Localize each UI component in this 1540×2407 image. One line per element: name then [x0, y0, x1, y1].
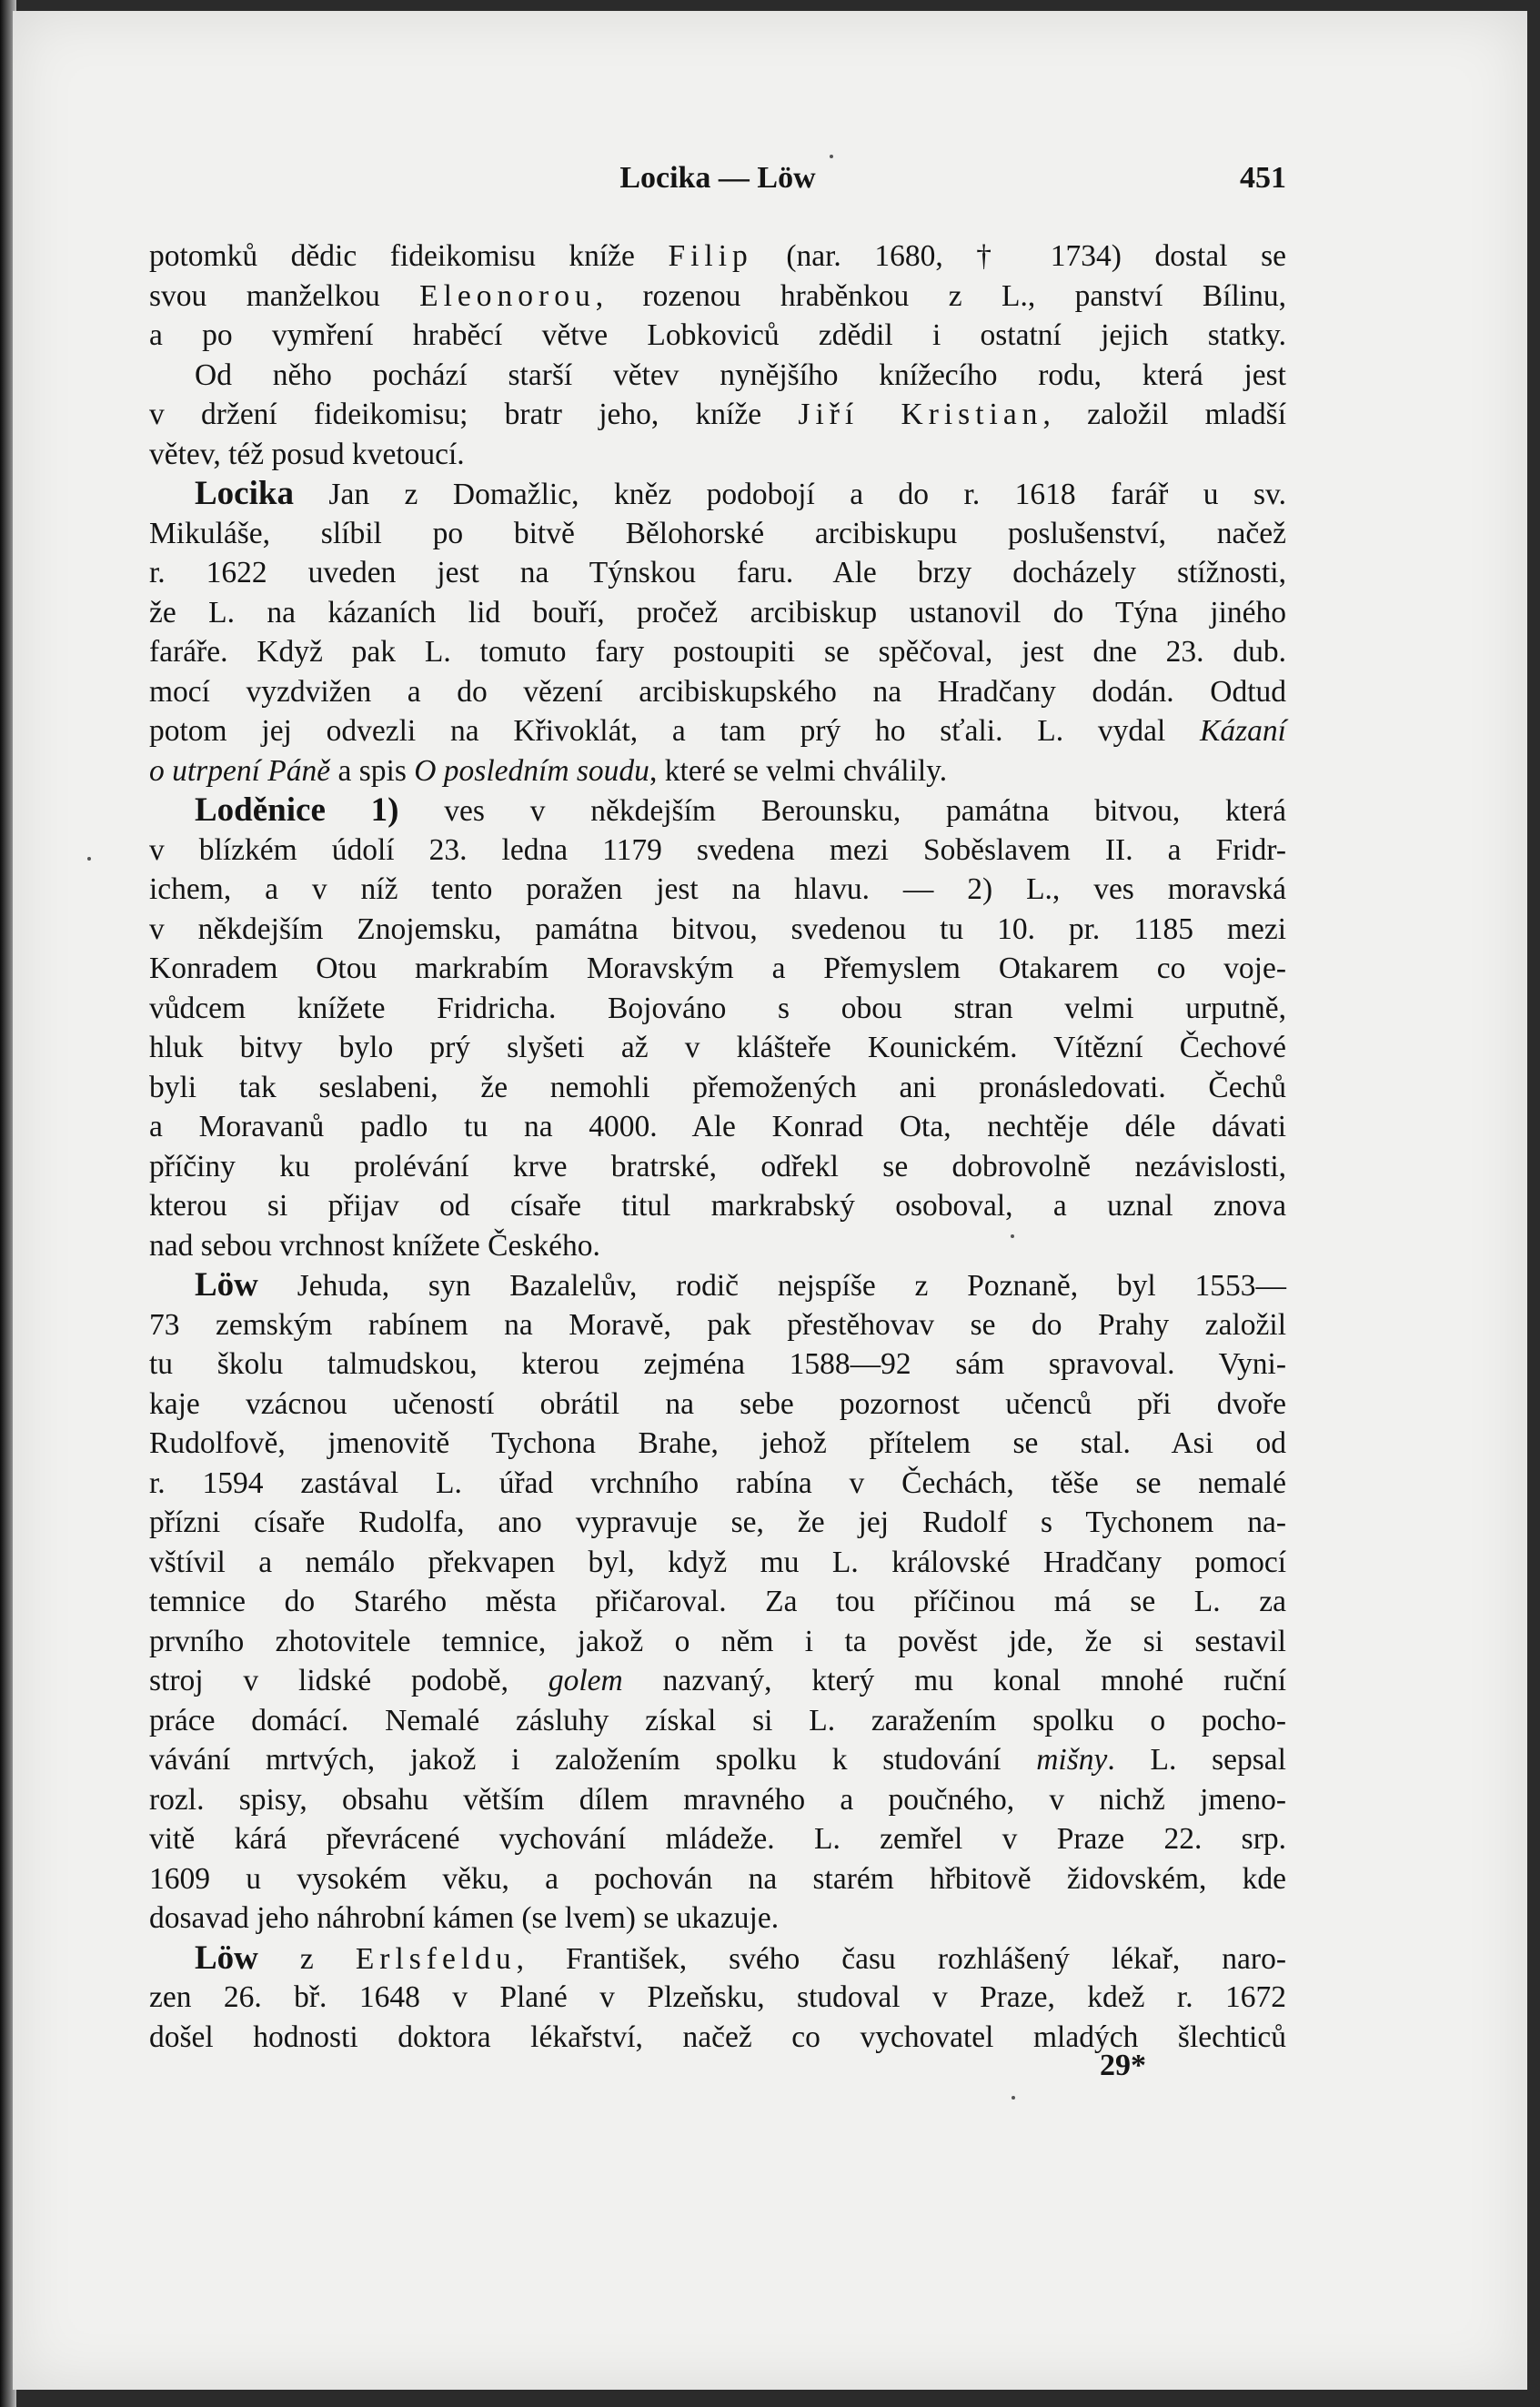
- text-run: 1609 u vysokém věku, a pochován na starém hřbitově židovském, kde: [149, 1861, 1286, 1896]
- text-run: nazvaný, který mu konal mnohé ruční: [622, 1664, 1286, 1697]
- text-run: 73 zemským rabínem na Moravě, pak přestěhovav se do Prahy založil: [149, 1307, 1286, 1342]
- text-run: ves v někdejším Berounsku, památna bitvou, která: [398, 794, 1287, 828]
- text-run: zen 26. bř. 1648 v Plané v Plzeňsku, studoval v Praze, kdež r. 1672: [149, 1980, 1286, 2014]
- text-line: [149, 751, 1286, 791]
- text-run: vitě kárá převrácené vychování mládeže. L. zemřel v Praze 22. srp.: [149, 1822, 1286, 1856]
- text-run: Konradem Otou markrabím Moravským a Přemyslem Otakarem co voje-: [149, 952, 1286, 985]
- text-line: [149, 1385, 1286, 1425]
- text-line: [149, 277, 1286, 317]
- text-line: [149, 435, 1286, 475]
- text-line: [149, 711, 1286, 751]
- text-line: [149, 1028, 1286, 1068]
- text-run: došel hodnosti doktora lékařství, načež co vychovatel mladých šlechticů: [149, 2019, 1286, 2054]
- text-line: [149, 910, 1286, 950]
- text-line: [149, 1068, 1286, 1108]
- text-line: [149, 1740, 1286, 1780]
- text-run: . L. sepsal: [1107, 1743, 1286, 1777]
- text-run: přízni císaře Rudolfa, ano vypravuje se, že jej Rudolf s Tychonem na-: [149, 1506, 1286, 1539]
- text-run: v někdejším Znojemsku, památna bitvou, svedenou tu 10. pr. 1185 mezi: [149, 911, 1286, 946]
- text-line: [149, 672, 1286, 712]
- printer-signature: 29*: [1100, 2049, 1146, 2082]
- text-line: [149, 1819, 1286, 1859]
- text-line: [149, 1582, 1286, 1622]
- text-line: [149, 1147, 1286, 1187]
- page-number: 451: [1240, 161, 1286, 195]
- italic-title: o utrpení Páně: [149, 753, 331, 788]
- text-run: , které se velmi chválily.: [649, 753, 948, 788]
- text-run: byli tak seslabeni, že nemohli přemožených ani pronásledovati. Čechů: [149, 1070, 1286, 1104]
- text-run: r. 1622 uveden jest na Týnskou faru. Ale brzy docházely stížnosti,: [149, 556, 1286, 589]
- book-page: [13, 11, 1527, 2390]
- text-run: a Moravanů padlo tu na 4000. Ale Konrad Ota, nechtěje déle dávati: [149, 1110, 1286, 1143]
- text-run: [326, 794, 371, 828]
- text-run: potomků dědic fideikomisu kníže: [149, 239, 669, 273]
- text-line: [149, 1898, 1286, 1939]
- text-line: [149, 1344, 1286, 1385]
- text-line: [149, 553, 1286, 593]
- print-speck: [830, 155, 833, 158]
- text-line: [149, 1107, 1286, 1147]
- text-line: [149, 237, 1286, 277]
- text-run: z: [257, 1941, 356, 1976]
- running-header: [149, 161, 1286, 208]
- italic-title: golem: [548, 1664, 623, 1697]
- text-line: [149, 1978, 1286, 2018]
- italic-title: mišny: [1036, 1743, 1108, 1777]
- text-run: , František, svého času rozhlášený lékař, naro-: [516, 1941, 1286, 1976]
- print-speck: [1011, 1234, 1014, 1238]
- text-run: rozl. spisy, obsahu větším dílem mravného a poučného, v nichž jmeno-: [149, 1782, 1286, 1817]
- text-line: [149, 1503, 1286, 1543]
- text-run: vůdcem knížete Fridricha. Bojováno s obou stran velmi urputně,: [149, 991, 1286, 1025]
- print-speck: [87, 857, 91, 861]
- text-line: [149, 593, 1286, 633]
- spaced-name: Jiří Kristian: [798, 398, 1043, 431]
- text-run: v blízkém údolí 23. ledna 1179 svedena mezi Soběslavem II. a Fridr-: [149, 832, 1286, 867]
- entry-headword: Locika: [195, 475, 294, 512]
- spaced-name: Eleonorou: [419, 278, 596, 313]
- text-line: [149, 514, 1286, 554]
- text-run: kterou si přijav od císaře titul markrabský osoboval, a uznal znova: [149, 1189, 1286, 1223]
- text-line: [149, 356, 1286, 396]
- text-run: a po vymření hraběcí větve Lobkoviců zdědil i ostatní jejich statky.: [149, 318, 1286, 352]
- entry-headword: 1): [370, 791, 399, 829]
- text-run: mocí vyzdvižen a do vězení arcibiskupského na Hradčany dodán. Odtud: [149, 674, 1286, 709]
- entry-headword: Löw: [195, 1266, 258, 1304]
- text-run: , založil mladší: [1042, 398, 1287, 431]
- text-run: Rudolfově, jmenovitě Tychona Brahe, jehož přítelem se stal. Asi od: [149, 1426, 1286, 1460]
- text-run: temnice do Starého města přičaroval. Za tou příčinou má se L. za: [149, 1585, 1286, 1618]
- text-line: [149, 989, 1286, 1029]
- text-line: [149, 831, 1286, 871]
- text-line: [149, 474, 1286, 514]
- text-line: [149, 316, 1286, 356]
- italic-title: Kázaní: [1200, 714, 1286, 748]
- text-run: stroj v lidské podobě,: [149, 1664, 549, 1697]
- text-line: [149, 1265, 1286, 1305]
- text-line: [149, 1661, 1286, 1701]
- entry-headword: Loděnice: [195, 791, 326, 829]
- text-run: , rozenou hraběnkou z L., panství Bílinu,: [595, 278, 1287, 313]
- text-run: Mikuláše, slíbil po bitvě Bělohorské arcibiskupu poslušenství, načež: [149, 516, 1286, 550]
- print-speck: [1012, 2096, 1015, 2100]
- text-run: prvního zhotovitele temnice, jakož o něm i ta pověst jde, že si sestavil: [149, 1624, 1286, 1658]
- text-run: tu školu talmudskou, kterou zejména 1588—92 sám spravoval. Vyni-: [149, 1347, 1286, 1381]
- text-run: práce domácí. Nemalé zásluhy získal si L. zaražením spolku o pocho-: [149, 1703, 1286, 1737]
- text-line: [149, 1622, 1286, 1662]
- text-line: [149, 1186, 1286, 1226]
- text-line: [149, 395, 1286, 435]
- text-run: Jan z Domažlic, kněz podobojí a do r. 1618 farář u sv.: [293, 478, 1286, 511]
- text-run: větev, též posud kvetoucí.: [149, 437, 465, 471]
- text-line: [149, 1543, 1286, 1583]
- text-line: [149, 632, 1286, 672]
- text-line: [149, 1780, 1286, 1820]
- text-line: [149, 1859, 1286, 1899]
- text-line: [149, 1701, 1286, 1741]
- text-run: r. 1594 zastával L. úřad vrchního rabína v Čechách, těše se nemalé: [149, 1465, 1286, 1500]
- text-run: kaje vzácnou učeností obrátil na sebe pozornost učenců při dvoře: [149, 1386, 1286, 1421]
- text-run: svou manželkou: [149, 278, 420, 313]
- text-run: a spis: [330, 753, 415, 788]
- text-run: nad sebou vrchnost knížete Českého.: [149, 1228, 600, 1263]
- text-run: vávání mrtvých, jakož i založením spolku k studování: [149, 1743, 1037, 1777]
- text-run: ichem, a v níž tento poražen jest na hlavu. — 2) L., ves moravská: [149, 872, 1286, 906]
- text-line: [149, 1424, 1286, 1464]
- text-run: hluk bitvy bylo prý slyšeti až v klášteře Kounickém. Vítězní Čechové: [149, 1031, 1286, 1064]
- entry-headword: Löw: [195, 1939, 258, 1977]
- text-line: [149, 870, 1286, 910]
- italic-title: O posledním soudu: [414, 753, 649, 788]
- text-run: že L. na kázaních lid bouří, pročež arcibiskup ustanovil do Týna jiného: [149, 595, 1286, 629]
- text-run: faráře. Když pak L. tomuto fary postoupiti se spěčoval, jest dne 23. dub.: [149, 635, 1286, 669]
- text-run: Od něho pochází starší větev nynějšího knížecího rodu, která jest: [195, 358, 1286, 392]
- spaced-name: Erlsfeldu: [355, 1941, 517, 1976]
- text-run: Jehuda, syn Bazalelův, rodič nejspíše z Poznaně, byl 1553—: [257, 1269, 1286, 1303]
- spaced-name: Filip: [668, 239, 753, 273]
- body-text: [149, 237, 1286, 2057]
- running-title: Locika — Löw: [619, 161, 816, 195]
- text-line: [149, 791, 1286, 831]
- text-line: [149, 1939, 1286, 1979]
- text-run: vštívil a nemálo překvapen byl, když mu L. královské Hradčany pomocí: [149, 1545, 1286, 1579]
- text-run: příčiny ku prolévání krve bratrské, odřekl se dobrovolně nezávislosti,: [149, 1149, 1286, 1183]
- text-run: potom jej odvezli na Křivoklát, a tam prý ho sťali. L. vydal: [149, 714, 1201, 748]
- text-line: [149, 1226, 1286, 1266]
- text-run: dosavad jeho náhrobní kámen (se lvem) se ukazuje.: [149, 1901, 780, 1935]
- text-line: [149, 1464, 1286, 1504]
- text-run: (nar. 1680, † 1734) dostal se: [752, 239, 1286, 273]
- text-run: v držení fideikomisu; bratr jeho, kníže: [149, 398, 799, 431]
- text-line: [149, 949, 1286, 989]
- text-line: [149, 1305, 1286, 1345]
